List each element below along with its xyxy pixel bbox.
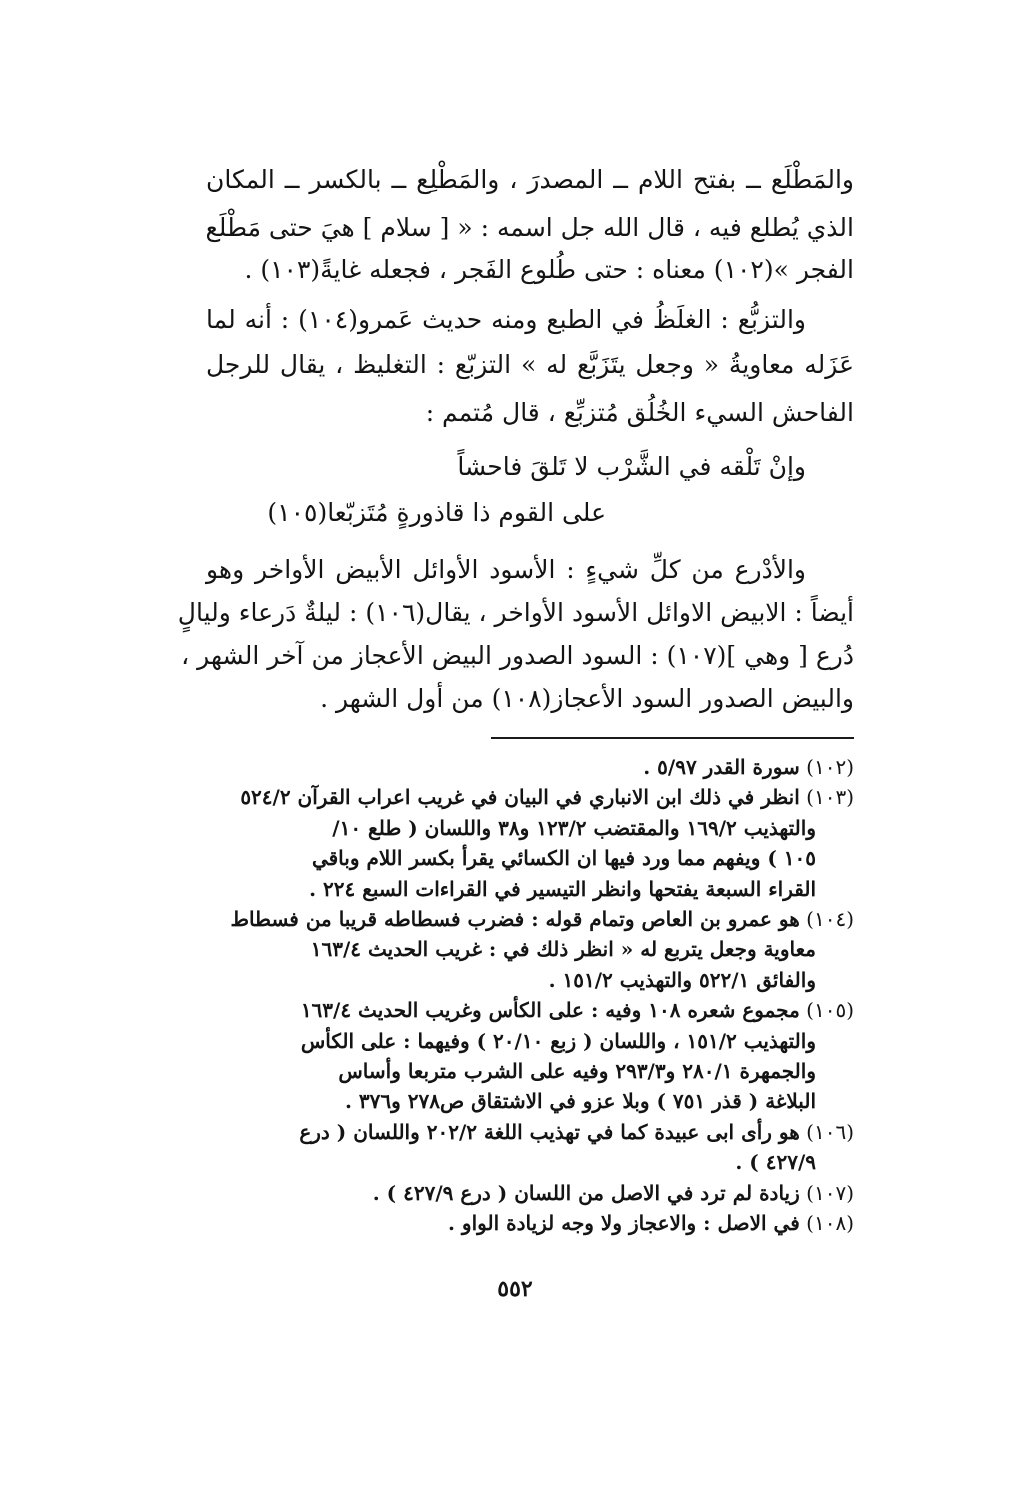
footnote-103-cont-1: والتهذيب ١٦٩/٢ والمقتضب ١٢٣/٢ و٣٨ واللسان ( طلع ١٠/ <box>332 816 816 840</box>
body-line-1: والمَطْلَع ــ بفتح اللام ــ المصدرَ ، والمَطْلِع ــ بالكسر ــ المكان <box>206 165 854 194</box>
body-line-4: والتزبُّع : الغلَظُ في الطبع ومنه حديث عَمرو(١٠٤) : أنه لما <box>206 305 806 334</box>
footnote-number: (١٠٤) <box>806 907 854 931</box>
footnote-104-cont-2: والفائق ٥٢٢/١ والتهذيب ١٥١/٢ . <box>548 968 816 992</box>
body-line-9: والأدْرع من كلِّ شيءٍ : الأسود الأوائل الأبيض الأواخر وهو <box>206 555 806 584</box>
footnote-102 <box>206 752 854 782</box>
footnote-text: انظر في ذلك ابن الانباري في البيان في غريب اعراب القرآن ٥٢٤/٢ <box>240 785 800 809</box>
footnote-number: (١٠٢) <box>806 755 854 779</box>
footnote-number: (١٠٣) <box>806 785 854 809</box>
footnote-106 <box>206 1117 854 1147</box>
verse-line-2: على القوم ذا قاذورةٍ مُتَزبّعا(١٠٥) <box>267 498 606 527</box>
footnote-103-cont-3: القراء السبعة يفتحها وانظر التيسير في القراءات السبع ٢٢٤ . <box>309 877 816 901</box>
footnote-number: (١٠٨) <box>806 1211 854 1235</box>
footnote-104-cont-1: معاوية وجعل يتربع له « انظر ذلك في : غريب الحديث ١٦٣/٤ <box>310 937 816 961</box>
body-line-3: الفجر »(١٠٢) معناه : حتى طُلوع الفَجر ، فجعله غايةً(١٠٣) . <box>244 255 854 284</box>
page-number: ٥٥٢ <box>497 1276 533 1302</box>
footnote-104 <box>206 904 854 934</box>
verse-line-1: وإنْ تَلْقه في الشَّرْب لا تَلقَ فاحشاً <box>457 452 806 481</box>
footnote-105-cont-2: والجمهرة ٢٨٠/١ و٢٩٣/٣ وفيه على الشرب متربعا وأساس <box>338 1059 816 1083</box>
footnote-107 <box>206 1178 854 1208</box>
footnote-text: سورة القدر ٥/٩٧ . <box>643 755 800 779</box>
footnote-105 <box>206 995 854 1025</box>
body-line-6: الفاحش السيء الخُلُق مُتزبِّع ، قال مُتمم : <box>425 398 854 427</box>
footnote-text: في الاصل : والاعجاز ولا وجه لزيادة الواو . <box>448 1211 800 1235</box>
footnote-number: (١٠٦) <box>806 1120 854 1144</box>
body-line-10: أيضاً : الابيض الاوائل الأسود الأواخر ، يقال(١٠٦) : ليلةٌ دَرعاء وليالٍ <box>177 598 854 627</box>
footnote-text: زيادة لم ترد في الاصل من اللسان ( درع ٤٢٧/٩ ) . <box>372 1181 800 1205</box>
footnote-103 <box>206 782 854 812</box>
footnote-108 <box>206 1208 854 1238</box>
body-line-12: والبيض الصدور السود الأعجاز(١٠٨) من أول الشهر . <box>320 684 854 713</box>
footnote-105-cont-3: البلاغة ( قذر ٧٥١ ) وبلا عزو في الاشتقاق ص٢٧٨ و٣٧٦ . <box>344 1089 816 1113</box>
body-line-11: دُرع [ وهي ](١٠٧) : السود الصدور البيض الأعجاز من آخر الشهر ، <box>181 641 854 670</box>
footnote-separator <box>491 737 854 739</box>
footnote-103-cont-2: ١٠٥ ) ويفهم مما ورد فيها ان الكسائي يقرأ بكسر اللام وباقي <box>311 846 816 870</box>
footnote-105-cont-1: والتهذيب ١٥١/٢ ، واللسان ( زبع ٢٠/١٠ ) وفيهما : على الكأس <box>300 1029 816 1053</box>
body-line-5: عَزَله معاويةُ « وجعل يتَزَبَّع له » التزبّع : التغليظ ، يقال للرجل <box>206 350 854 379</box>
body-line-2: الذي يُطلع فيه ، قال الله جل اسمه : « [ سلام ] هيَ حتى مَطْلَع <box>205 213 854 242</box>
footnote-text: هو رأى ابى عبيدة كما في تهذيب اللغة ٢٠٢/٢ واللسان ( درع <box>299 1120 800 1144</box>
footnote-number: (١٠٥) <box>806 998 854 1022</box>
footnote-text: هو عمرو بن العاص وتمام قوله : فضرب فسطاطه قريبا من فسطاط <box>230 907 800 931</box>
footnote-text: مجموع شعره ١٠٨ وفيه : على الكأس وغريب الحديث ١٦٣/٤ <box>300 998 800 1022</box>
footnote-number: (١٠٧) <box>806 1181 854 1205</box>
footnote-106-cont-1: ٤٢٧/٩ ) . <box>735 1150 816 1174</box>
